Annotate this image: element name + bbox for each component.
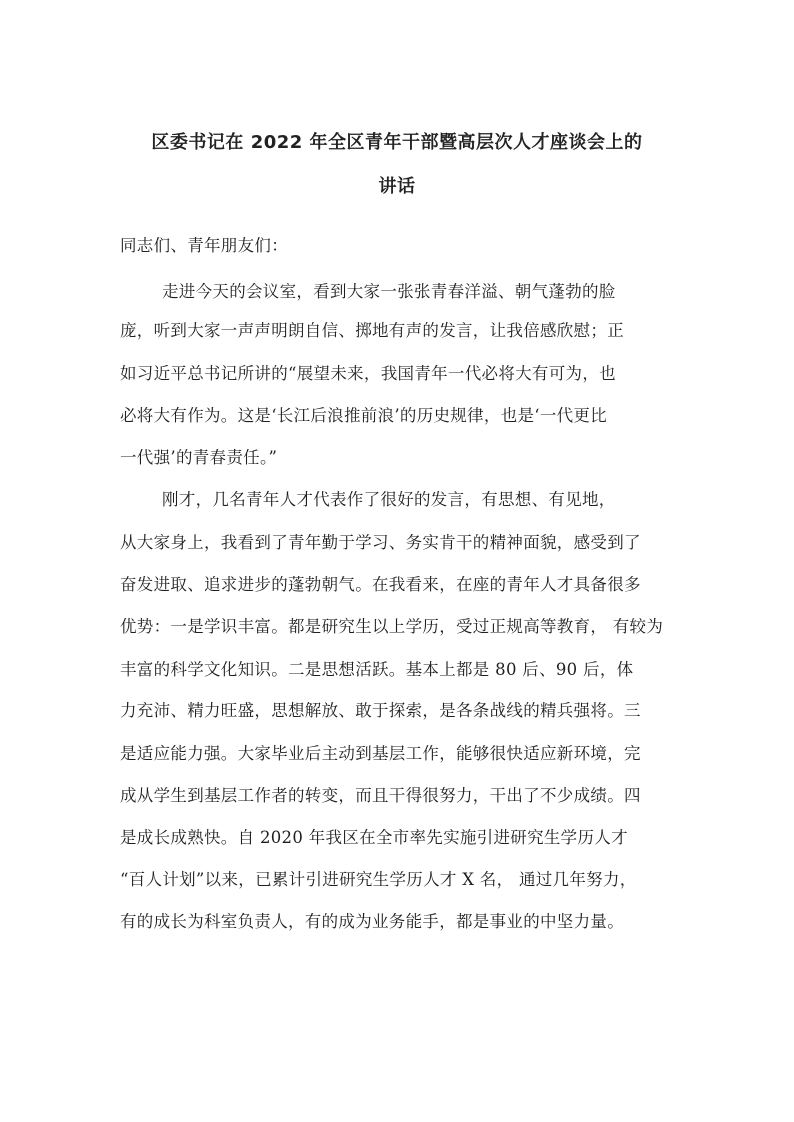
paragraph-2-line: 是适应能力强。大家毕业后主动到基层工作，能够很快适应新环境，完 [120,744,641,763]
paragraph-2-line: 丰富的科学文化知识。二是思想活跃。基本上都是 80 后、90 后，体 [120,660,634,679]
paragraph-1-line: 庞，听到大家一声声明朗自信、掷地有声的发言，让我倍感欣慰；正 [120,321,624,340]
paragraph-1-line: 必将大有作为。这是‘长江后浪推前浪’的历史规律，也是‘一代更比 [120,406,608,425]
paragraph-2-line: 奋发进取、追求进步的蓬勃朝气。在我看来，在座的青年人才具备很多 [120,575,641,594]
document-title-line-2: 讲话 [378,176,416,197]
paragraph-2-line: 是成长成熟快。自 2020 年我区在全市率先实施引进研究生学历人才 [120,828,628,847]
paragraph-2-line: 刚才，几名青年人才代表作了很好的发言，有思想、有见地， [162,490,616,509]
paragraph-2-line: 成从学生到基层工作者的转变，而且干得很努力，干出了不少成绩。四 [120,786,641,805]
paragraph-2-line: 优势：一是学识丰富。都是研究生以上学历，受过正规高等教育， 有较为 [120,617,664,636]
paragraph-2-line: 从大家身上，我看到了青年勤于学习、务实肯干的精神面貌，感受到了 [120,533,641,552]
paragraph-1-line: 走进今天的会议室，看到大家一张张青春洋溢、朝气蓬勃的脸 [162,282,616,301]
document-title-line-1: 区委书记在 2022 年全区青年干部暨高层次人才座谈会上的 [151,132,643,153]
paragraph-2-line: 有的成长为科室负责人，有的成为业务能手，都是事业的中坚力量。 [120,912,624,931]
paragraph-2-line: 力充沛、精力旺盛，思想解放、敢于探索，是各条战线的精兵强将。三 [120,701,641,720]
salutation: 同志们、青年朋友们： [120,236,288,255]
paragraph-1-line: 如习近平总书记所讲的“展望未来，我国青年一代必将大有可为，也 [120,364,616,383]
paragraph-1-line: 一代强’的青春责任。” [120,448,278,467]
paragraph-2-line: “百人计划”以来，已累计引进研究生学历人才 X 名， 通过几年努力， [120,870,637,889]
